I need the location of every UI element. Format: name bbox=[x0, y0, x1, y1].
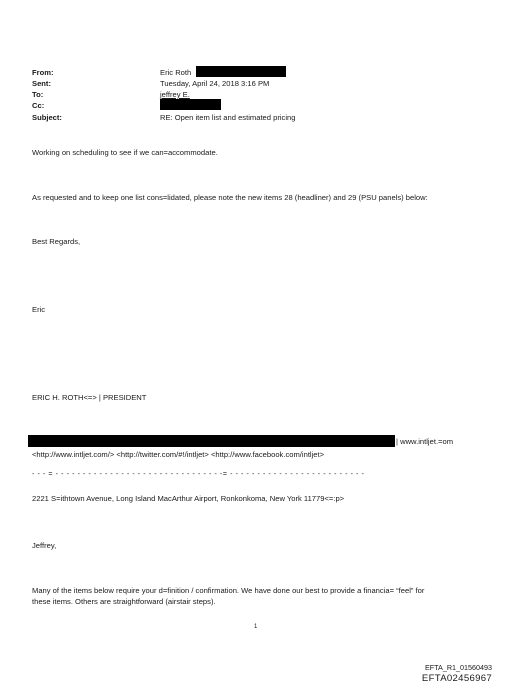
bates-number-small: EFTA_R1_01560493 bbox=[425, 663, 492, 672]
body-sender-name: Eric bbox=[32, 305, 46, 314]
dash-separator: - - - = - - - - - - - - - - - - - - - - - - - - - - - - - - - - - - -= - - - - - - - - - - - - - - - - - - - - - - - - - bbox=[32, 471, 365, 478]
cc-label: Cc: bbox=[32, 101, 45, 110]
from-value: Eric Roth bbox=[160, 68, 192, 77]
website-text: | www.intljet.=om bbox=[396, 437, 454, 446]
redaction-cc bbox=[160, 99, 221, 110]
body-line-2: As requested and to keep one list cons=lidated, please note the new items 28 (headliner) and 29 (PSU panels) below: bbox=[32, 193, 428, 202]
signature-title: ERIC H. ROTH<=> | PRESIDENT bbox=[32, 393, 147, 402]
from-label: From: bbox=[32, 68, 54, 77]
bates-number-large: EFTA02456967 bbox=[421, 673, 492, 684]
paragraph-line-2: these items. Others are straightforward (airstair steps). bbox=[32, 597, 216, 606]
links-line: <http://www.intljet.com/> <http://twitter.com/#!/intljet> <http://www.facebook.com/intljet> bbox=[32, 450, 325, 459]
redaction-signature bbox=[28, 435, 395, 447]
to-value: jeffrey E. bbox=[160, 90, 190, 99]
body-line-1: Working on scheduling to see if we can=accommodate. bbox=[32, 148, 218, 157]
paragraph-line-1: Many of the items below require your d=finition / confirmation. We have done our best to provide a financia= “feel” for bbox=[32, 586, 425, 595]
page-number: 1 bbox=[254, 624, 258, 630]
greeting: Jeffrey, bbox=[32, 541, 57, 550]
body-closing: Best Regards, bbox=[32, 237, 81, 246]
address-line: 2221 S=ithtown Avenue, Long Island MacArthur Airport, Ronkonkoma, New York 11779<=:p> bbox=[32, 494, 345, 503]
sent-label: Sent: bbox=[32, 79, 51, 88]
subject-label: Subject: bbox=[32, 113, 62, 122]
subject-value: RE: Open item list and estimated pricing bbox=[160, 113, 296, 122]
to-label: To: bbox=[32, 90, 44, 99]
redaction-from bbox=[196, 66, 286, 77]
sent-value: Tuesday, April 24, 2018 3:16 PM bbox=[160, 79, 270, 88]
